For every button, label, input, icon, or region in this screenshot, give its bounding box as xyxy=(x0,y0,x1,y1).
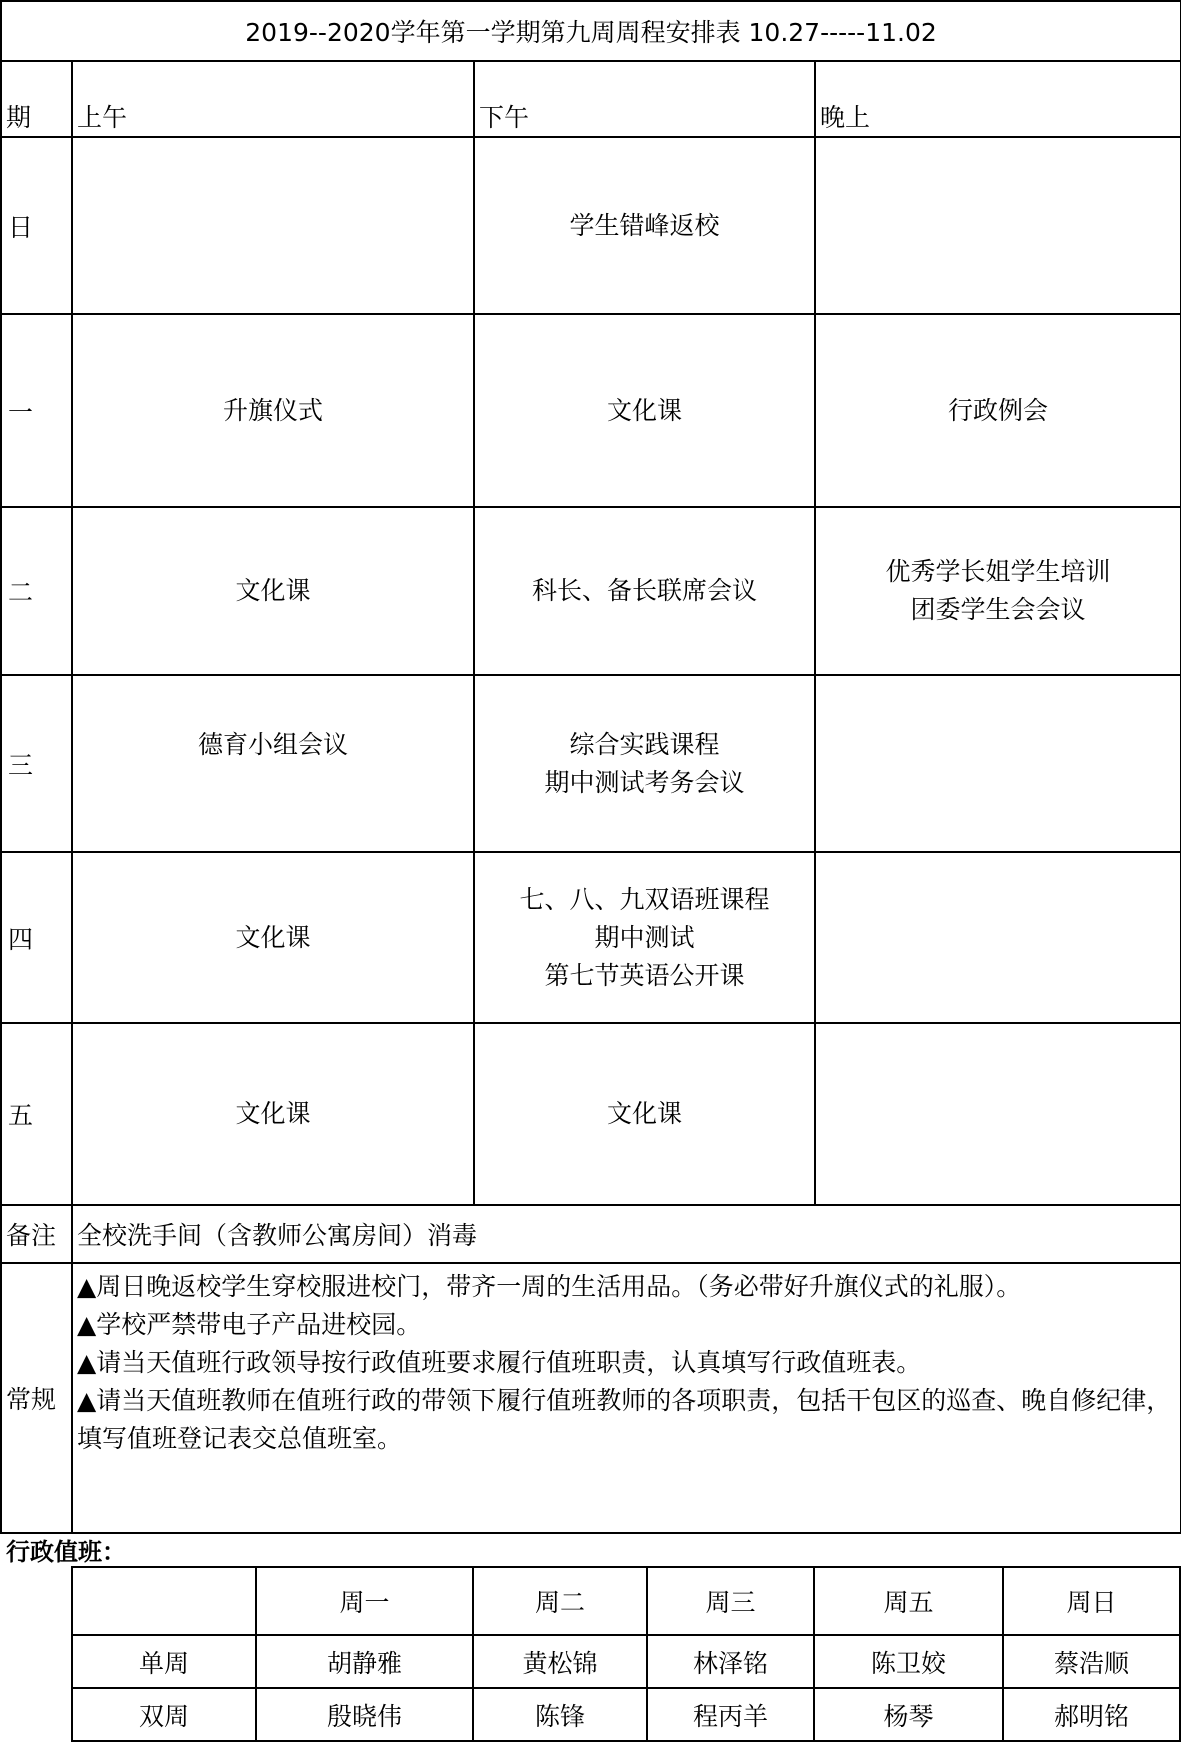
cell-line: 行政例会 xyxy=(948,395,1049,425)
header-row xyxy=(1,61,1181,137)
duty-column-header: 周五 xyxy=(814,1567,1003,1635)
afternoon-cell xyxy=(474,675,815,852)
morning-cell xyxy=(72,314,474,507)
rules-list xyxy=(72,1263,1181,1533)
header-afternoon: 下午 xyxy=(474,61,815,137)
cell-line: 优秀学长姐学生培训 xyxy=(885,557,1111,586)
cell-line: 文化课 xyxy=(606,395,682,425)
schedule-row-monday xyxy=(1,314,1181,507)
duty-name-cell: 林泽铭 xyxy=(647,1635,814,1688)
duty-name-cell: 殷晓伟 xyxy=(256,1688,473,1741)
evening-cell xyxy=(815,507,1181,675)
cell-line: 升旗仪式 xyxy=(222,395,323,425)
duty-column-header: 周二 xyxy=(473,1567,647,1635)
remarks-text: 全校洗手间（含教师公寓房间）消毒 xyxy=(72,1205,1181,1263)
cell-line: 综合实践课程 xyxy=(569,729,720,759)
header-morning: 上午 xyxy=(72,61,474,137)
cell-line: 学生错峰返校 xyxy=(569,210,720,240)
rules-row xyxy=(1,1263,1181,1533)
rule-item: ▲请当天值班教师在值班行政的带领下履行值班教师的各项职责，包括干包区的巡查、晚自修纪律，填写值班登记表交总值班室。 xyxy=(77,1386,1172,1453)
remarks-label: 备注 xyxy=(1,1205,72,1263)
schedule-row-thursday xyxy=(1,852,1181,1023)
duty-name-cell: 郝明铭 xyxy=(1003,1688,1180,1741)
day-label: 一 xyxy=(1,314,72,507)
afternoon-cell xyxy=(474,137,815,314)
evening-cell xyxy=(815,675,1181,852)
schedule-row-sunday xyxy=(1,137,1181,314)
schedule-row-tuesday xyxy=(1,507,1181,675)
duty-name-cell: 程丙羊 xyxy=(647,1688,814,1741)
schedule-row-friday xyxy=(1,1023,1181,1205)
day-label: 日 xyxy=(1,137,72,314)
day-label: 五 xyxy=(1,1023,72,1205)
duty-row-even-week xyxy=(72,1688,1180,1741)
afternoon-cell xyxy=(474,852,815,1023)
rule-item: ▲请当天值班行政领导按行政值班要求履行值班职责，认真填写行政值班表。 xyxy=(77,1348,922,1377)
header-day: 期 xyxy=(1,61,72,137)
duty-roster-table xyxy=(71,1566,1181,1742)
day-label: 三 xyxy=(1,675,72,852)
evening-cell xyxy=(815,137,1181,314)
afternoon-cell xyxy=(474,507,815,675)
cell-line: 文化课 xyxy=(606,1099,682,1128)
duty-name-cell: 陈锋 xyxy=(473,1688,647,1741)
cell-spacer xyxy=(73,764,473,802)
morning-cell xyxy=(72,1023,474,1205)
evening-cell xyxy=(815,314,1181,507)
rules-label: 常规 xyxy=(1,1263,72,1533)
remarks-row xyxy=(1,1205,1181,1263)
afternoon-cell xyxy=(474,314,815,507)
cell-line: 科长、备长联席会议 xyxy=(531,576,757,605)
duty-column-header: 周一 xyxy=(256,1567,473,1635)
day-label: 四 xyxy=(1,852,72,1023)
cell-line: 期中测试考务会议 xyxy=(544,767,745,797)
duty-column-header: 周三 xyxy=(647,1567,814,1635)
page-title: 2019--2020学年第一学期第九周周程安排表 10.27-----11.02 xyxy=(1,1,1181,61)
duty-corner-cell xyxy=(72,1567,256,1635)
cell-line: 文化课 xyxy=(235,1099,311,1128)
duty-row-label: 单周 xyxy=(72,1635,256,1688)
afternoon-cell xyxy=(474,1023,815,1205)
duty-name-cell: 胡静雅 xyxy=(256,1635,473,1688)
duty-section-title: 行政值班： xyxy=(6,1538,126,1566)
morning-cell xyxy=(72,675,474,852)
cell-line: 期中测试 xyxy=(594,922,695,952)
rule-item: ▲周日晚返校学生穿校服进校门，带齐一周的生活用品。（务必带好升旗仪式的礼服）。 xyxy=(77,1272,1022,1301)
cell-line: 文化课 xyxy=(235,576,311,605)
schedule-row-wednesday xyxy=(1,675,1181,852)
duty-header-row xyxy=(72,1567,1180,1635)
duty-name-cell: 蔡浩顺 xyxy=(1003,1635,1180,1688)
cell-line: 团委学生会会议 xyxy=(910,595,1086,624)
morning-cell xyxy=(72,137,474,314)
duty-column-header: 周日 xyxy=(1003,1567,1180,1635)
cell-line: 第七节英语公开课 xyxy=(544,960,745,990)
duty-name-cell: 杨琴 xyxy=(814,1688,1003,1741)
evening-cell xyxy=(815,1023,1181,1205)
evening-cell xyxy=(815,852,1181,1023)
cell-line: 德育小组会议 xyxy=(197,729,348,759)
cell-line: 文化课 xyxy=(235,922,311,952)
duty-name-cell: 黄松锦 xyxy=(473,1635,647,1688)
rule-item: ▲学校严禁带电子产品进校园。 xyxy=(77,1310,422,1339)
morning-cell xyxy=(72,507,474,675)
header-evening: 晚上 xyxy=(815,61,1181,137)
duty-row-label: 双周 xyxy=(72,1688,256,1741)
morning-cell xyxy=(72,852,474,1023)
day-label: 二 xyxy=(1,507,72,675)
duty-name-cell: 陈卫姣 xyxy=(814,1635,1003,1688)
duty-row-odd-week xyxy=(72,1635,1180,1688)
cell-line: 七、八、九双语班课程 xyxy=(519,884,770,914)
